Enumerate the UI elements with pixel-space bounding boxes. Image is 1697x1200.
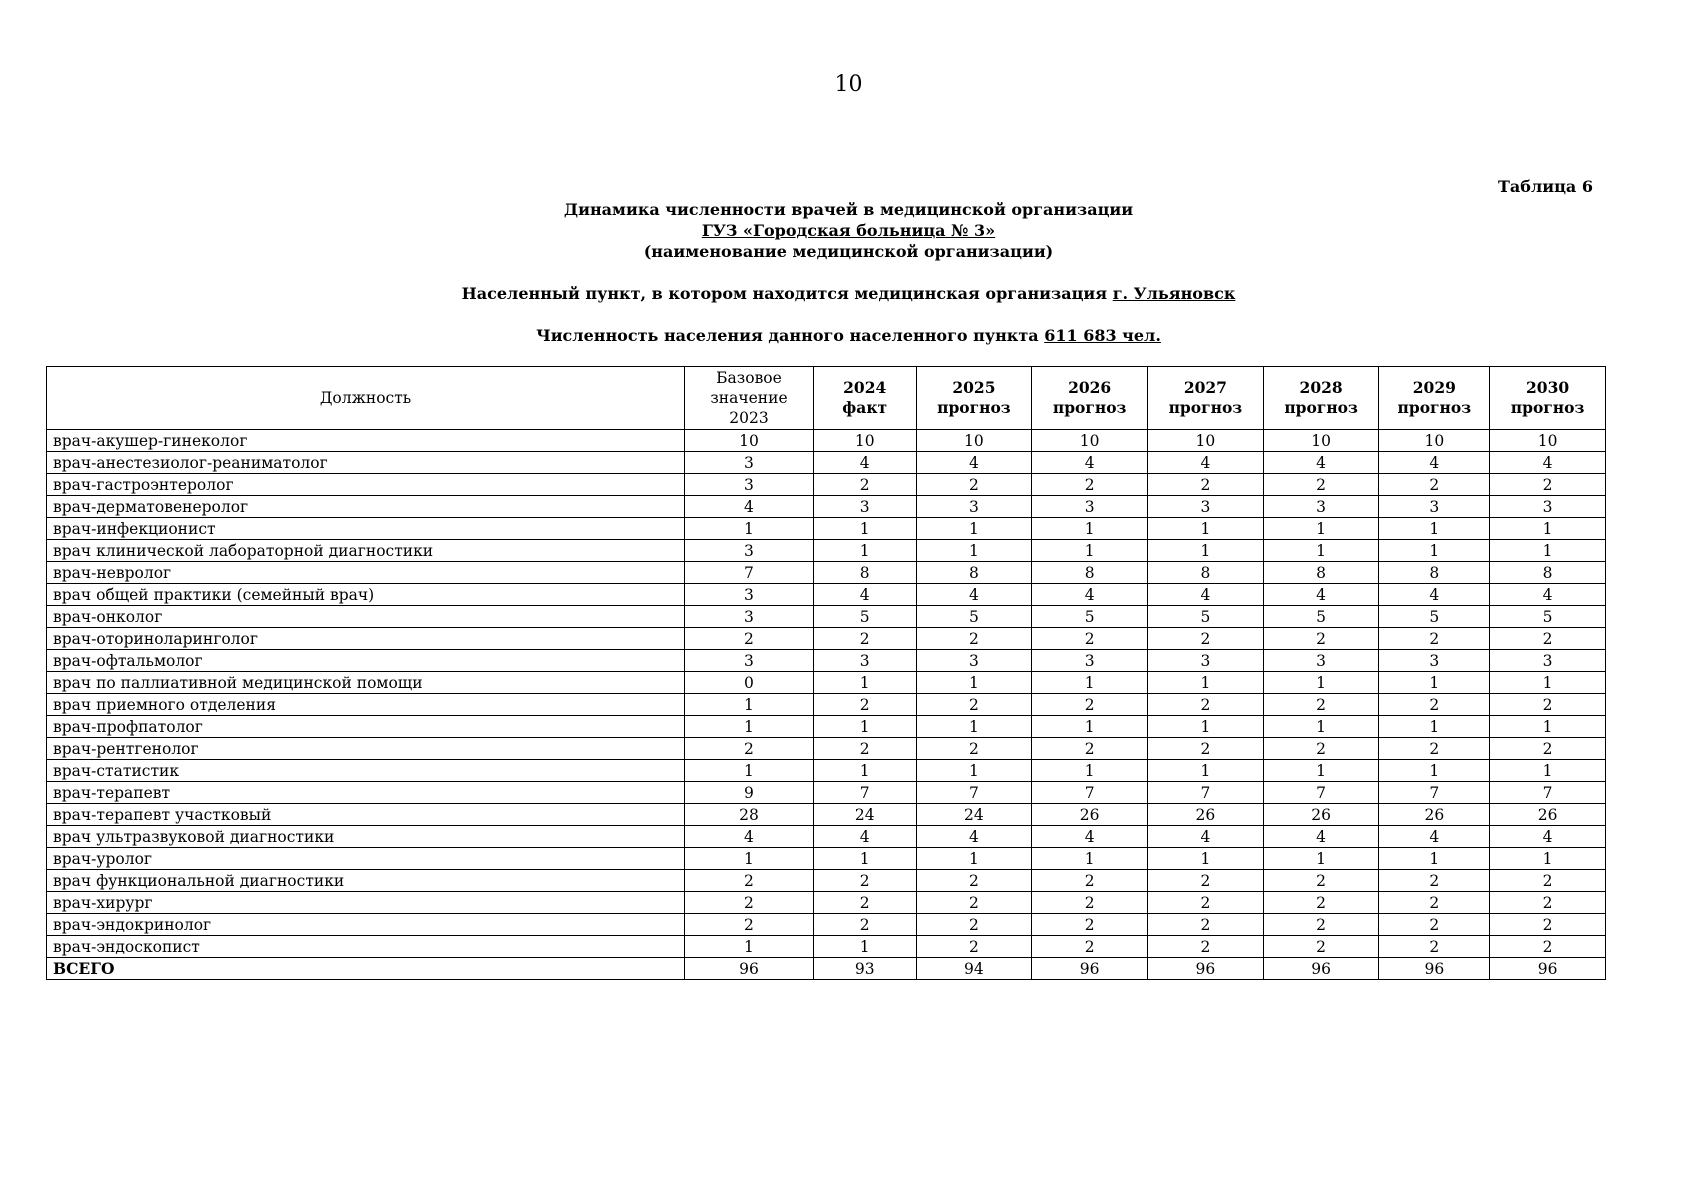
table-row [47, 518, 1606, 540]
value-cell: 1 [685, 694, 814, 716]
value-cell: 4 [1032, 452, 1148, 474]
locality-value: г. Ульяновск [1112, 284, 1236, 303]
position-cell: врач-профпатолог [47, 716, 685, 738]
value-cell: 2 [916, 914, 1032, 936]
value-cell: 1 [1490, 716, 1606, 738]
value-cell: 2 [1032, 914, 1148, 936]
total-value-cell: 96 [1490, 958, 1606, 980]
value-cell: 2 [1379, 892, 1490, 914]
value-cell: 26 [1263, 804, 1379, 826]
value-cell: 1 [813, 540, 916, 562]
value-cell: 1 [685, 760, 814, 782]
position-cell: врач ультразвуковой диагностики [47, 826, 685, 848]
header-year: 2024 [843, 378, 887, 397]
value-cell: 1 [685, 716, 814, 738]
value-cell: 3 [1032, 496, 1148, 518]
organization-name-line [0, 220, 1697, 241]
value-cell: 5 [1148, 606, 1264, 628]
table-header-row [47, 367, 1606, 430]
value-cell: 3 [1490, 496, 1606, 518]
value-cell: 2 [916, 870, 1032, 892]
value-cell: 1 [813, 936, 916, 958]
position-cell: врач-онколог [47, 606, 685, 628]
value-cell: 3 [685, 540, 814, 562]
value-cell: 1 [916, 848, 1032, 870]
value-cell: 2 [1032, 694, 1148, 716]
total-value-cell: 94 [916, 958, 1032, 980]
value-cell: 2 [1379, 694, 1490, 716]
total-value-cell: 96 [1032, 958, 1148, 980]
value-cell: 2 [1490, 738, 1606, 760]
value-cell: 2 [1032, 628, 1148, 650]
value-cell: 2 [1148, 870, 1264, 892]
value-cell: 3 [1148, 650, 1264, 672]
value-cell: 2 [1263, 738, 1379, 760]
value-cell: 1 [685, 848, 814, 870]
page-number: 10 [834, 72, 863, 97]
position-cell: врач общей практики (семейный врач) [47, 584, 685, 606]
table-row [47, 760, 1606, 782]
position-cell: врач-эндокринолог [47, 914, 685, 936]
value-cell: 7 [1032, 782, 1148, 804]
value-cell: 3 [1032, 650, 1148, 672]
table-row [47, 936, 1606, 958]
value-cell: 4 [1032, 826, 1148, 848]
value-cell: 2 [1148, 914, 1264, 936]
value-cell: 7 [685, 562, 814, 584]
value-cell: 10 [685, 430, 814, 452]
value-cell: 2 [1379, 870, 1490, 892]
header-year-2030 [1490, 367, 1606, 430]
total-value-cell: 96 [1263, 958, 1379, 980]
value-cell: 1 [1379, 848, 1490, 870]
value-cell: 2 [685, 738, 814, 760]
value-cell: 8 [916, 562, 1032, 584]
value-cell: 5 [916, 606, 1032, 628]
header-base-value [685, 367, 814, 430]
value-cell: 1 [813, 716, 916, 738]
value-cell: 5 [813, 606, 916, 628]
value-cell: 2 [1263, 870, 1379, 892]
position-cell: врач-эндоскопист [47, 936, 685, 958]
header-base-line1: Базовое [716, 369, 782, 387]
value-cell: 1 [813, 760, 916, 782]
value-cell: 26 [1148, 804, 1264, 826]
table-row [47, 782, 1606, 804]
table-row [47, 562, 1606, 584]
value-cell: 2 [1490, 694, 1606, 716]
value-cell: 3 [685, 650, 814, 672]
value-cell: 4 [685, 826, 814, 848]
value-cell: 2 [1263, 936, 1379, 958]
locality-line [0, 283, 1697, 304]
position-cell: врач по паллиативной медицинской помощи [47, 672, 685, 694]
value-cell: 2 [1263, 694, 1379, 716]
table-row [47, 584, 1606, 606]
position-cell: врач-рентгенолог [47, 738, 685, 760]
table-row [47, 716, 1606, 738]
header-position: Должность [47, 367, 685, 430]
value-cell: 4 [1032, 584, 1148, 606]
organization-caption: (наименование медицинской организации) [643, 242, 1054, 261]
total-value-cell: 93 [813, 958, 916, 980]
value-cell: 2 [1379, 628, 1490, 650]
value-cell: 4 [916, 826, 1032, 848]
value-cell: 5 [1379, 606, 1490, 628]
value-cell: 1 [1379, 518, 1490, 540]
total-value-cell: 96 [685, 958, 814, 980]
value-cell: 1 [1148, 672, 1264, 694]
value-cell: 8 [1490, 562, 1606, 584]
value-cell: 3 [813, 496, 916, 518]
value-cell: 4 [1148, 584, 1264, 606]
value-cell: 2 [916, 694, 1032, 716]
value-cell: 1 [1148, 518, 1264, 540]
value-cell: 3 [1379, 650, 1490, 672]
table-row [47, 826, 1606, 848]
value-cell: 2 [813, 628, 916, 650]
value-cell: 10 [1032, 430, 1148, 452]
value-cell: 4 [1490, 452, 1606, 474]
value-cell: 26 [1490, 804, 1606, 826]
value-cell: 7 [813, 782, 916, 804]
value-cell: 4 [1263, 452, 1379, 474]
value-cell: 4 [1148, 452, 1264, 474]
position-cell: врач-оториноларинголог [47, 628, 685, 650]
header-year: 2027 [1183, 378, 1227, 397]
value-cell: 5 [1032, 606, 1148, 628]
value-cell: 24 [916, 804, 1032, 826]
value-cell: 1 [1032, 518, 1148, 540]
value-cell: 2 [1490, 892, 1606, 914]
table-row [47, 672, 1606, 694]
position-cell: врач-терапевт [47, 782, 685, 804]
header-base-line2: значение [710, 389, 788, 407]
value-cell: 4 [916, 584, 1032, 606]
value-cell: 1 [916, 760, 1032, 782]
value-cell: 2 [1032, 892, 1148, 914]
value-cell: 0 [685, 672, 814, 694]
value-cell: 4 [1263, 584, 1379, 606]
header-kind: прогноз [1284, 398, 1358, 417]
value-cell: 1 [1379, 672, 1490, 694]
value-cell: 3 [1148, 496, 1264, 518]
value-cell: 10 [1379, 430, 1490, 452]
value-cell: 2 [1032, 474, 1148, 496]
header-kind: факт [842, 398, 888, 417]
value-cell: 2 [916, 936, 1032, 958]
value-cell: 4 [916, 452, 1032, 474]
value-cell: 2 [1379, 738, 1490, 760]
value-cell: 1 [1148, 848, 1264, 870]
value-cell: 10 [1263, 430, 1379, 452]
position-cell: врач-невролог [47, 562, 685, 584]
value-cell: 2 [916, 628, 1032, 650]
value-cell: 1 [916, 518, 1032, 540]
position-cell: врач-офтальмолог [47, 650, 685, 672]
value-cell: 2 [1379, 474, 1490, 496]
value-cell: 26 [1032, 804, 1148, 826]
value-cell: 2 [916, 892, 1032, 914]
position-cell: врач-инфекционист [47, 518, 685, 540]
value-cell: 1 [1263, 848, 1379, 870]
total-value-cell: 96 [1379, 958, 1490, 980]
value-cell: 3 [1490, 650, 1606, 672]
value-cell: 2 [1148, 738, 1264, 760]
value-cell: 2 [1490, 474, 1606, 496]
table-row [47, 496, 1606, 518]
header-kind: прогноз [937, 398, 1011, 417]
value-cell: 2 [685, 628, 814, 650]
header-year: 2026 [1068, 378, 1112, 397]
value-cell: 10 [916, 430, 1032, 452]
position-cell: врач приемного отделения [47, 694, 685, 716]
value-cell: 1 [1032, 672, 1148, 694]
value-cell: 8 [1032, 562, 1148, 584]
header-year: 2029 [1412, 378, 1456, 397]
value-cell: 2 [1032, 936, 1148, 958]
value-cell: 1 [1148, 540, 1264, 562]
table-row [47, 452, 1606, 474]
value-cell: 2 [813, 914, 916, 936]
value-cell: 1 [1263, 518, 1379, 540]
value-cell: 1 [916, 716, 1032, 738]
header-year-2028 [1263, 367, 1379, 430]
value-cell: 4 [685, 496, 814, 518]
value-cell: 10 [1490, 430, 1606, 452]
value-cell: 2 [1032, 738, 1148, 760]
value-cell: 7 [1379, 782, 1490, 804]
document-title: Динамика численности врачей в медицинской организации [563, 200, 1134, 219]
table-row [47, 914, 1606, 936]
value-cell: 1 [1032, 760, 1148, 782]
value-cell: 3 [916, 496, 1032, 518]
value-cell: 1 [1490, 518, 1606, 540]
value-cell: 2 [813, 738, 916, 760]
value-cell: 28 [685, 804, 814, 826]
value-cell: 1 [1490, 540, 1606, 562]
population-value: 611 683 чел. [1044, 326, 1161, 345]
value-cell: 2 [1148, 694, 1264, 716]
value-cell: 3 [685, 584, 814, 606]
value-cell: 8 [1148, 562, 1264, 584]
table-row [47, 892, 1606, 914]
header-kind: прогноз [1168, 398, 1243, 417]
value-cell: 1 [1148, 760, 1264, 782]
header-year: 2028 [1299, 378, 1343, 397]
position-cell: врач-уролог [47, 848, 685, 870]
value-cell: 2 [813, 694, 916, 716]
value-cell: 1 [1379, 540, 1490, 562]
doctors-staffing-table [46, 366, 1606, 980]
value-cell: 1 [1032, 848, 1148, 870]
value-cell: 2 [1032, 870, 1148, 892]
value-cell: 4 [1148, 826, 1264, 848]
header-year-2027 [1148, 367, 1264, 430]
value-cell: 1 [1379, 760, 1490, 782]
value-cell: 1 [1379, 716, 1490, 738]
population-label: Численность населения данного населенного пункта [536, 326, 1045, 345]
position-cell: врач-статистик [47, 760, 685, 782]
value-cell: 2 [916, 738, 1032, 760]
table-row [47, 474, 1606, 496]
locality-label: Населенный пункт, в котором находится медицинская организация [461, 284, 1113, 303]
position-cell: врач-дерматовенеролог [47, 496, 685, 518]
value-cell: 2 [1490, 936, 1606, 958]
value-cell: 3 [685, 474, 814, 496]
value-cell: 7 [1148, 782, 1264, 804]
population-line [0, 325, 1697, 346]
table-row [47, 430, 1606, 452]
value-cell: 9 [685, 782, 814, 804]
header-kind: прогноз [1052, 398, 1127, 417]
value-cell: 2 [916, 474, 1032, 496]
value-cell: 2 [1263, 914, 1379, 936]
table-row [47, 650, 1606, 672]
value-cell: 7 [916, 782, 1032, 804]
value-cell: 3 [916, 650, 1032, 672]
value-cell: 2 [1148, 892, 1264, 914]
value-cell: 2 [813, 474, 916, 496]
value-cell: 3 [1263, 650, 1379, 672]
value-cell: 1 [1263, 716, 1379, 738]
value-cell: 1 [685, 936, 814, 958]
value-cell: 2 [1263, 474, 1379, 496]
value-cell: 1 [685, 518, 814, 540]
table-row [47, 804, 1606, 826]
value-cell: 3 [813, 650, 916, 672]
value-cell: 4 [1490, 826, 1606, 848]
value-cell: 2 [1148, 936, 1264, 958]
value-cell: 2 [1263, 892, 1379, 914]
value-cell: 1 [1263, 672, 1379, 694]
value-cell: 26 [1379, 804, 1490, 826]
value-cell: 2 [813, 870, 916, 892]
table-row [47, 540, 1606, 562]
header-year-2025 [916, 367, 1032, 430]
value-cell: 2 [1490, 628, 1606, 650]
header-kind: прогноз [1510, 398, 1585, 417]
value-cell: 4 [1263, 826, 1379, 848]
value-cell: 1 [1263, 760, 1379, 782]
header-year-2024 [813, 367, 916, 430]
position-cell: врач-гастроэнтеролог [47, 474, 685, 496]
value-cell: 10 [813, 430, 916, 452]
table-body [47, 430, 1606, 980]
table-row [47, 738, 1606, 760]
value-cell: 2 [1490, 870, 1606, 892]
value-cell: 4 [1379, 584, 1490, 606]
value-cell: 7 [1490, 782, 1606, 804]
value-cell: 2 [685, 870, 814, 892]
value-cell: 5 [1263, 606, 1379, 628]
value-cell: 1 [916, 540, 1032, 562]
value-cell: 1 [813, 672, 916, 694]
value-cell: 5 [1490, 606, 1606, 628]
header-year: 2030 [1526, 378, 1570, 397]
value-cell: 1 [1490, 672, 1606, 694]
header-kind: прогноз [1397, 398, 1472, 417]
value-cell: 10 [1148, 430, 1264, 452]
position-cell: врач-хирург [47, 892, 685, 914]
value-cell: 2 [1263, 628, 1379, 650]
value-cell: 2 [1148, 474, 1264, 496]
header-year-2029 [1379, 367, 1490, 430]
table-row [47, 870, 1606, 892]
value-cell: 1 [916, 672, 1032, 694]
position-cell: врач клинической лабораторной диагностики [47, 540, 685, 562]
table-row [47, 694, 1606, 716]
value-cell: 2 [1379, 914, 1490, 936]
value-cell: 1 [1148, 716, 1264, 738]
value-cell: 3 [1263, 496, 1379, 518]
value-cell: 4 [1379, 452, 1490, 474]
total-label: ВСЕГО [47, 958, 685, 980]
value-cell: 2 [1379, 936, 1490, 958]
value-cell: 24 [813, 804, 916, 826]
value-cell: 3 [1379, 496, 1490, 518]
value-cell: 1 [813, 848, 916, 870]
value-cell: 2 [685, 892, 814, 914]
value-cell: 2 [685, 914, 814, 936]
organization-name: ГУЗ «Городская больница № 3» [701, 221, 996, 240]
value-cell: 1 [1490, 760, 1606, 782]
header-base-line3: 2023 [729, 409, 769, 427]
position-cell: врач-терапевт участковый [47, 804, 685, 826]
position-cell: врач-акушер-гинеколог [47, 430, 685, 452]
header-year-2026 [1032, 367, 1148, 430]
value-cell: 4 [1379, 826, 1490, 848]
table-row [47, 606, 1606, 628]
value-cell: 8 [1379, 562, 1490, 584]
table-total-row [47, 958, 1606, 980]
value-cell: 4 [813, 584, 916, 606]
value-cell: 2 [813, 892, 916, 914]
value-cell: 1 [1490, 848, 1606, 870]
value-cell: 2 [1148, 628, 1264, 650]
header-year: 2025 [952, 378, 996, 397]
value-cell: 7 [1263, 782, 1379, 804]
value-cell: 4 [813, 452, 916, 474]
value-cell: 1 [813, 518, 916, 540]
table-label: Таблица 6 [1498, 177, 1593, 196]
value-cell: 4 [1490, 584, 1606, 606]
total-value-cell: 96 [1148, 958, 1264, 980]
value-cell: 8 [813, 562, 916, 584]
value-cell: 1 [1032, 540, 1148, 562]
position-cell: врач функциональной диагностики [47, 870, 685, 892]
value-cell: 3 [685, 606, 814, 628]
value-cell: 1 [1263, 540, 1379, 562]
value-cell: 1 [1032, 716, 1148, 738]
value-cell: 4 [813, 826, 916, 848]
value-cell: 8 [1263, 562, 1379, 584]
value-cell: 2 [1490, 914, 1606, 936]
position-cell: врач-анестезиолог-реаниматолог [47, 452, 685, 474]
table-row [47, 848, 1606, 870]
value-cell: 3 [685, 452, 814, 474]
table-row [47, 628, 1606, 650]
